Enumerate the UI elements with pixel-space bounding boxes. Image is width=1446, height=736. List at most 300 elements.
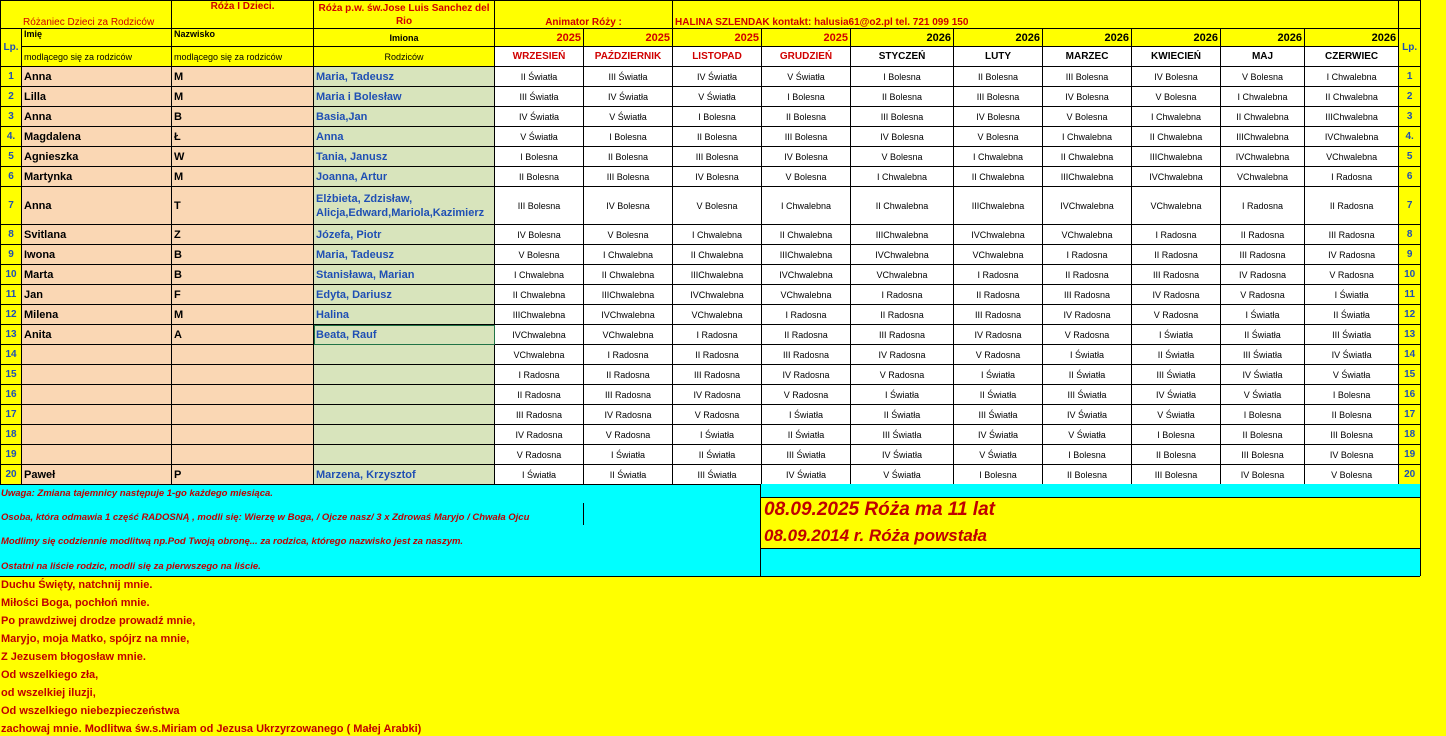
mystery-cell: II Radosna <box>1043 265 1132 285</box>
first-name-cell <box>22 385 172 405</box>
row-number-right: 19 <box>1399 445 1421 465</box>
row-number-right: 6 <box>1399 167 1421 187</box>
row-number: 19 <box>1 445 22 465</box>
parents-names-header: Imiona <box>314 29 495 47</box>
mystery-cell: V Światła <box>1043 425 1132 445</box>
mystery-cell: V Światła <box>954 445 1043 465</box>
year-header: 2026 <box>1305 29 1399 47</box>
first-name-header: Imię <box>22 29 172 47</box>
table-row <box>1 87 1421 107</box>
mystery-cell: IIIChwalebna <box>762 245 851 265</box>
mystery-cell: IV Bolesna <box>1043 87 1132 107</box>
note-change: Uwaga: Zmiana tajemnicy następuje 1-go każdego miesiąca. <box>1 488 273 499</box>
first-name-cell: Milena <box>22 305 172 325</box>
first-name-cell: Anna <box>22 187 172 225</box>
table-row <box>1 285 1421 305</box>
mystery-cell: I Radosna <box>1043 245 1132 265</box>
mystery-cell: II Bolesna <box>1043 465 1132 485</box>
row-number-right: 13 <box>1399 325 1421 345</box>
mystery-cell: I Chwalebna <box>851 167 954 187</box>
mystery-cell: IV Bolesna <box>584 187 673 225</box>
parents-cell <box>314 365 495 385</box>
mystery-cell: III Radosna <box>851 325 954 345</box>
year-header: 2026 <box>1043 29 1132 47</box>
last-name-cell: F <box>172 285 314 305</box>
mystery-cell: IIIChwalebna <box>1305 107 1399 127</box>
header-title-2: Róża I Dzieci. <box>172 1 314 29</box>
mystery-cell: V Radosna <box>954 345 1043 365</box>
table-row <box>1 187 1421 225</box>
mystery-cell: IV Światła <box>954 425 1043 445</box>
mystery-cell: V Radosna <box>1132 305 1221 325</box>
parents-cell: Anna <box>314 127 495 147</box>
mystery-cell: IV Radosna <box>1221 265 1305 285</box>
mystery-cell: VChwalebna <box>1221 167 1305 187</box>
mystery-cell: II Bolesna <box>762 107 851 127</box>
prayer-line: od wszelkiej iluzji, <box>1 687 96 699</box>
mystery-cell: IV Radosna <box>954 325 1043 345</box>
mystery-cell: I Chwalebna <box>954 147 1043 167</box>
lp-header-right: Lp. <box>1399 29 1421 67</box>
first-name-cell: Svitlana <box>22 225 172 245</box>
mystery-cell: III Bolesna <box>584 167 673 187</box>
mystery-cell: I Bolesna <box>1132 425 1221 445</box>
mystery-cell: IIIChwalebna <box>954 187 1043 225</box>
mystery-cell: III Światła <box>495 87 584 107</box>
mystery-cell: V Radosna <box>1221 285 1305 305</box>
mystery-cell: IIIChwalebna <box>1132 147 1221 167</box>
last-name-cell <box>172 365 314 385</box>
mystery-cell: III Światła <box>1132 365 1221 385</box>
row-number: 6 <box>1 167 22 187</box>
mystery-cell: I Światła <box>495 465 584 485</box>
row-number-right: 2 <box>1399 87 1421 107</box>
mystery-cell: I Chwalebna <box>495 265 584 285</box>
mystery-cell: II Chwalebna <box>1305 87 1399 107</box>
mystery-cell: VChwalebna <box>1043 225 1132 245</box>
table-row <box>1 147 1421 167</box>
dates-panel <box>761 484 1420 576</box>
mystery-cell: V Radosna <box>851 365 954 385</box>
row-number-right: 12 <box>1399 305 1421 325</box>
mystery-cell: V Bolesna <box>954 127 1043 147</box>
mystery-cell: IIIChwalebna <box>495 305 584 325</box>
mystery-cell: III Radosna <box>1221 245 1305 265</box>
mystery-cell: III Bolesna <box>673 147 762 167</box>
mystery-cell: V Radosna <box>673 405 762 425</box>
mystery-cell: IVChwalebna <box>673 285 762 305</box>
mystery-cell: I Światła <box>1132 325 1221 345</box>
table-row <box>1 445 1421 465</box>
row-number-right: 8 <box>1399 225 1421 245</box>
header-contact: HALINA SZLENDAK kontakt: halusia61@o2.pl tel. 721 099 150 <box>673 1 1399 29</box>
note-last: Ostatni na liście rodzic, modli się za pierwszego na liście. <box>1 561 261 572</box>
row-number: 1 <box>1 67 22 87</box>
mystery-cell: III Radosna <box>762 345 851 365</box>
last-name-cell: M <box>172 305 314 325</box>
mystery-cell: III Światła <box>1305 325 1399 345</box>
mystery-cell: I Bolesna <box>954 465 1043 485</box>
parents-cell: Joanna, Artur <box>314 167 495 187</box>
mystery-cell: III Światła <box>673 465 762 485</box>
mystery-cell: VChwalebna <box>1305 147 1399 167</box>
mystery-cell: III Radosna <box>1043 285 1132 305</box>
last-name-cell: P <box>172 465 314 485</box>
mystery-cell: III Światła <box>954 405 1043 425</box>
right-edge-line <box>1420 0 1421 576</box>
mystery-cell: III Radosna <box>954 305 1043 325</box>
first-name-cell: Marta <box>22 265 172 285</box>
month-header: LUTY <box>954 47 1043 67</box>
mystery-cell: IIIChwalebna <box>1043 167 1132 187</box>
mystery-cell: IV Bolesna <box>1305 445 1399 465</box>
first-name-cell <box>22 345 172 365</box>
year-header: 2025 <box>762 29 851 47</box>
mystery-cell: V Radosna <box>1043 325 1132 345</box>
last-name-cell <box>172 445 314 465</box>
year-header: 2026 <box>851 29 954 47</box>
last-name-cell: B <box>172 107 314 127</box>
mystery-cell: II Radosna <box>1221 225 1305 245</box>
last-name-cell <box>172 345 314 365</box>
table-row <box>1 225 1421 245</box>
mystery-cell: III Bolesna <box>495 187 584 225</box>
mystery-cell: IV Bolesna <box>673 167 762 187</box>
table-row <box>1 365 1421 385</box>
parents-cell: Basia,Jan <box>314 107 495 127</box>
mystery-cell: I Światła <box>851 385 954 405</box>
month-header: CZERWIEC <box>1305 47 1399 67</box>
row-number: 5 <box>1 147 22 167</box>
mystery-cell: I Bolesna <box>1221 405 1305 425</box>
mystery-cell: II Chwalebna <box>584 265 673 285</box>
mystery-cell: III Radosna <box>584 385 673 405</box>
row-number-right: 17 <box>1399 405 1421 425</box>
row-number-right: 4. <box>1399 127 1421 147</box>
row-number: 8 <box>1 225 22 245</box>
mystery-cell: IV Bolesna <box>1221 465 1305 485</box>
mystery-cell: V Światła <box>1132 405 1221 425</box>
mystery-cell: II Chwalebna <box>1221 107 1305 127</box>
mystery-cell: IV Bolesna <box>851 127 954 147</box>
mystery-cell: V Radosna <box>495 445 584 465</box>
parents-cell: Tania, Janusz <box>314 147 495 167</box>
mystery-cell: II Światła <box>762 425 851 445</box>
month-header: STYCZEŃ <box>851 47 954 67</box>
row-number: 11 <box>1 285 22 305</box>
row-number-right: 10 <box>1399 265 1421 285</box>
mystery-cell: II Bolesna <box>851 87 954 107</box>
table-row <box>1 425 1421 445</box>
mystery-cell: VChwalebna <box>851 265 954 285</box>
first-name-cell: Martynka <box>22 167 172 187</box>
mystery-cell: II Światła <box>495 67 584 87</box>
mystery-cell: IV Światła <box>762 465 851 485</box>
mystery-cell: I Światła <box>673 425 762 445</box>
mystery-cell: III Światła <box>1043 385 1132 405</box>
month-header: GRUDZIEŃ <box>762 47 851 67</box>
row-number: 10 <box>1 265 22 285</box>
mystery-cell: V Bolesna <box>673 187 762 225</box>
prayer-line: Po prawdziwej drodze prowadź mnie, <box>1 615 196 627</box>
mystery-cell: IV Światła <box>1043 405 1132 425</box>
mystery-cell: I Światła <box>762 405 851 425</box>
mystery-cell: II Chwalebna <box>495 285 584 305</box>
row-number-right: 1 <box>1399 67 1421 87</box>
mystery-cell: V Bolesna <box>762 167 851 187</box>
mystery-cell: III Bolesna <box>1221 445 1305 465</box>
parents-cell: Józefa, Piotr <box>314 225 495 245</box>
prayer-line: Od wszelkiego zła, <box>1 669 99 681</box>
parents-cell <box>314 385 495 405</box>
last-name-cell: Ł <box>172 127 314 147</box>
row-number-right: 18 <box>1399 425 1421 445</box>
first-name-cell <box>22 365 172 385</box>
notes-bottom-line <box>0 576 1420 577</box>
last-name-cell <box>172 425 314 445</box>
mystery-cell: I Światła <box>1221 305 1305 325</box>
mystery-cell: III Światła <box>584 67 673 87</box>
last-name-cell: B <box>172 245 314 265</box>
mystery-cell: I Światła <box>584 445 673 465</box>
mystery-cell: I Chwalebna <box>673 225 762 245</box>
mystery-cell: II Światła <box>673 445 762 465</box>
mystery-cell: IV Radosna <box>851 345 954 365</box>
mystery-cell: IIIChwalebna <box>673 265 762 285</box>
mystery-cell: II Bolesna <box>1305 405 1399 425</box>
mystery-cell: III Bolesna <box>851 107 954 127</box>
mystery-cell: II Światła <box>1305 305 1399 325</box>
parents-cell: Maria, Tadeusz <box>314 245 495 265</box>
month-header: LISTOPAD <box>673 47 762 67</box>
table-row <box>1 245 1421 265</box>
mystery-cell: IV Światła <box>495 107 584 127</box>
first-name-cell: Paweł <box>22 465 172 485</box>
row-number-right: 11 <box>1399 285 1421 305</box>
mystery-cell: IVChwalebna <box>762 265 851 285</box>
year-header: 2025 <box>673 29 762 47</box>
mystery-cell: IVChwalebna <box>1132 167 1221 187</box>
row-number: 16 <box>1 385 22 405</box>
mystery-cell: V Światła <box>851 465 954 485</box>
header-animator: Animator Róży : <box>495 1 673 29</box>
mystery-cell: II Światła <box>1043 365 1132 385</box>
row-number: 18 <box>1 425 22 445</box>
last-name-cell <box>172 405 314 425</box>
parents-cell: Halina <box>314 305 495 325</box>
prayer-line: Miłości Boga, pochłoń mnie. <box>1 597 150 609</box>
row-number-right: 5 <box>1399 147 1421 167</box>
mystery-cell: V Światła <box>1221 385 1305 405</box>
table-row <box>1 465 1421 485</box>
mystery-cell: II Bolesna <box>954 67 1043 87</box>
month-header: MARZEC <box>1043 47 1132 67</box>
mystery-cell: I Bolesna <box>851 67 954 87</box>
first-name-cell: Anna <box>22 67 172 87</box>
mystery-cell: IIIChwalebna <box>851 225 954 245</box>
table-row <box>1 167 1421 187</box>
mystery-cell: VChwalebna <box>762 285 851 305</box>
prayer-line: Maryjo, moja Matko, spójrz na mnie, <box>1 633 190 645</box>
parents-cell <box>314 345 495 365</box>
year-header: 2026 <box>954 29 1043 47</box>
first-name-cell: Jan <box>22 285 172 305</box>
year-header: 2025 <box>495 29 584 47</box>
mystery-cell: V Radosna <box>762 385 851 405</box>
row-number: 7 <box>1 187 22 225</box>
mystery-cell: III Bolesna <box>1132 465 1221 485</box>
mystery-cell: I Radosna <box>1305 167 1399 187</box>
mystery-cell: I Radosna <box>495 365 584 385</box>
mystery-cell: I Bolesna <box>495 147 584 167</box>
mystery-cell: II Światła <box>1132 345 1221 365</box>
mystery-cell: V Radosna <box>1305 265 1399 285</box>
row-number-right: 9 <box>1399 245 1421 265</box>
mystery-cell: I Radosna <box>954 265 1043 285</box>
row-number: 17 <box>1 405 22 425</box>
last-name-cell: T <box>172 187 314 225</box>
month-header: WRZESIEŃ <box>495 47 584 67</box>
table-row <box>1 305 1421 325</box>
table-row <box>1 405 1421 425</box>
mystery-cell: II Radosna <box>1132 245 1221 265</box>
mystery-cell: II Radosna <box>495 385 584 405</box>
mystery-cell: IV Radosna <box>1305 245 1399 265</box>
mystery-cell: V Bolesna <box>851 147 954 167</box>
mystery-cell: II Światła <box>954 385 1043 405</box>
mystery-cell: I Chwalebna <box>762 187 851 225</box>
mystery-cell: V Światła <box>673 87 762 107</box>
row-number: 4. <box>1 127 22 147</box>
parents-cell: Maria, Tadeusz <box>314 67 495 87</box>
mystery-cell: II Bolesna <box>1132 445 1221 465</box>
row-number: 12 <box>1 305 22 325</box>
mystery-cell: IVChwalebna <box>1221 147 1305 167</box>
prayer-line: Z Jezusem błogosław mnie. <box>1 651 146 663</box>
mystery-cell: V Radosna <box>584 425 673 445</box>
mystery-cell: V Bolesna <box>584 225 673 245</box>
note-daily: Modlimy się codziennie modlitwą np.Pod Twoją obronę... za rodzica, którego nazwisko jest za naszym. <box>1 536 464 547</box>
mystery-cell: III Bolesna <box>762 127 851 147</box>
mystery-cell: VChwalebna <box>673 305 762 325</box>
mystery-cell: II Radosna <box>584 365 673 385</box>
note-joyful: Osoba, która odmawia 1 część RADOSNĄ , modli się: Wierzę w Boga, / Ojcze nasz/ 3 x Zdrowaś Maryjo / Chwała Ojcu <box>1 512 530 523</box>
mystery-cell: IV Bolesna <box>1132 67 1221 87</box>
parents-cell: Beata, Rauf <box>314 325 495 345</box>
last-name-cell: M <box>172 87 314 107</box>
row-number: 15 <box>1 365 22 385</box>
mystery-cell: V Bolesna <box>495 245 584 265</box>
row-number-right: 20 <box>1399 465 1421 485</box>
table-row <box>1 265 1421 285</box>
mystery-cell: IIIChwalebna <box>584 285 673 305</box>
mystery-cell: I Bolesna <box>673 107 762 127</box>
last-name-cell: W <box>172 147 314 167</box>
mystery-cell: IVChwalebna <box>851 245 954 265</box>
year-header: 2026 <box>1132 29 1221 47</box>
parents-cell: Edyta, Dariusz <box>314 285 495 305</box>
first-name-cell <box>22 445 172 465</box>
mystery-cell: IV Bolesna <box>762 147 851 167</box>
mystery-cell: I Radosna <box>1221 187 1305 225</box>
mystery-cell: II Światła <box>1221 325 1305 345</box>
mystery-cell: VChwalebna <box>1132 187 1221 225</box>
mystery-cell: IVChwalebna <box>584 305 673 325</box>
mystery-cell: II Radosna <box>851 305 954 325</box>
parents-cell: Elżbieta, Zdzisław, Alicja,Edward,Mariola,Kazimierz <box>314 187 495 225</box>
mystery-cell: II Chwalebna <box>1132 127 1221 147</box>
mystery-cell: I Chwalebna <box>1132 107 1221 127</box>
anniversary-text: 08.09.2025 Róża ma 11 lat <box>764 499 995 520</box>
mystery-cell: III Światła <box>762 445 851 465</box>
mystery-cell: I Światła <box>1305 285 1399 305</box>
mystery-cell: IV Radosna <box>1132 285 1221 305</box>
mystery-cell: V Bolesna <box>1043 107 1132 127</box>
mystery-cell: V Bolesna <box>1305 465 1399 485</box>
mystery-cell: II Radosna <box>762 325 851 345</box>
mystery-cell: II Chwalebna <box>673 245 762 265</box>
mystery-cell: V Światła <box>1305 365 1399 385</box>
first-name-cell: Anna <box>22 107 172 127</box>
last-name-cell <box>172 385 314 405</box>
table-row <box>1 385 1421 405</box>
row-number: 2 <box>1 87 22 107</box>
mystery-cell: I Radosna <box>762 305 851 325</box>
parents-cell <box>314 425 495 445</box>
parents-cell: Maria i Bolesław <box>314 87 495 107</box>
mystery-cell: II Bolesna <box>584 147 673 167</box>
parents-cell <box>314 445 495 465</box>
last-name-cell: Z <box>172 225 314 245</box>
last-name-cell: M <box>172 167 314 187</box>
parents-subheader: Rodziców <box>314 47 495 67</box>
header-blank <box>1399 1 1421 29</box>
mystery-cell: III Radosna <box>1305 225 1399 245</box>
mystery-cell: V Światła <box>584 107 673 127</box>
month-header: PAŹDZIERNIK <box>584 47 673 67</box>
mystery-cell: IVChwalebna <box>954 225 1043 245</box>
mystery-cell: II Radosna <box>1305 187 1399 225</box>
first-name-cell: Anita <box>22 325 172 345</box>
prayer-line: Od wszelkiego niebezpieczeństwa <box>1 705 180 717</box>
row-number-right: 15 <box>1399 365 1421 385</box>
founded-text: 08.09.2014 r. Róża powstała <box>764 526 988 545</box>
mystery-cell: VChwalebna <box>584 325 673 345</box>
year-header: 2026 <box>1221 29 1305 47</box>
parents-cell: Stanisława, Marian <box>314 265 495 285</box>
mystery-cell: I Światła <box>1043 345 1132 365</box>
mystery-cell: II Radosna <box>954 285 1043 305</box>
row-number: 13 <box>1 325 22 345</box>
mystery-cell: I Chwalebna <box>584 245 673 265</box>
mystery-cell: III Radosna <box>673 365 762 385</box>
table-row <box>1 345 1421 365</box>
mystery-cell: IV Radosna <box>1043 305 1132 325</box>
row-number: 3 <box>1 107 22 127</box>
mystery-cell: I Chwalebna <box>1043 127 1132 147</box>
mystery-cell: III Światła <box>1221 345 1305 365</box>
mystery-cell: I Chwalebna <box>1305 67 1399 87</box>
last-name-cell: A <box>172 325 314 345</box>
row-number-right: 14 <box>1399 345 1421 365</box>
first-name-cell: Lilla <box>22 87 172 107</box>
last-name-cell: B <box>172 265 314 285</box>
notes-panel <box>0 484 761 577</box>
mystery-cell: I Radosna <box>851 285 954 305</box>
last-name-subheader: modlącego się za rodziców <box>172 47 314 67</box>
mystery-cell: IV Światła <box>1221 365 1305 385</box>
table-row <box>1 325 1421 345</box>
